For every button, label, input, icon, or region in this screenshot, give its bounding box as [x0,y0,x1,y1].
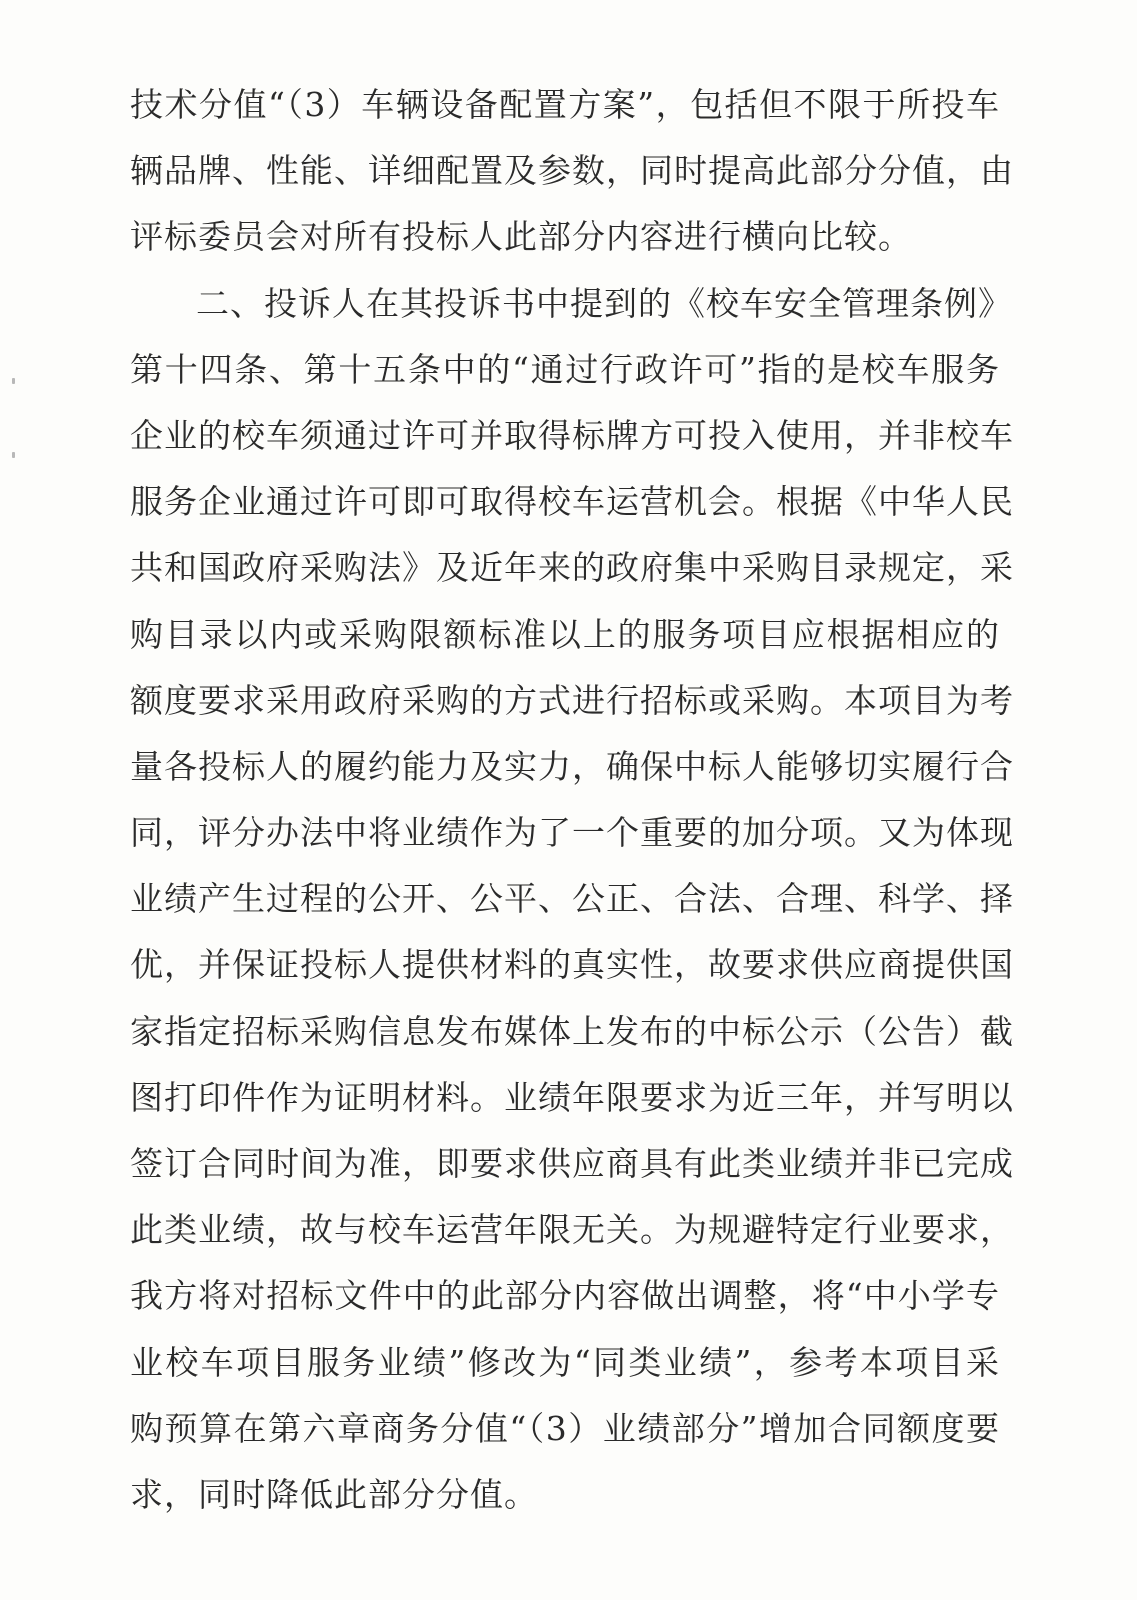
scan-speck [12,378,15,384]
text-line: 服务企业通过许可即可取得校车运营机会。根据《中华人民 [130,482,1014,522]
body-text [130,72,1014,1528]
text-line: 购预算在第六章商务分值“（3）业绩部分”增加合同额度要 [130,1408,1000,1448]
text-line: 共和国政府采购法》及近年来的政府集中采购目录规定，采 [130,548,1014,588]
text-line: 图打印件作为证明材料。业绩年限要求为近三年，并写明以 [130,1077,1014,1117]
text-line: 同，评分办法中将业绩作为了一个重要的加分项。又为体现 [130,813,1014,853]
text-line: 技术分值“（3）车辆设备配置方案”，包括但不限于所投车 [130,85,1000,124]
text-line: 我方将对招标文件中的此部分内容做出调整，将“中小学专 [130,1276,1000,1316]
text-line: 辆品牌、性能、详细配置及参数，同时提高此部分分值，由 [130,151,1014,191]
text-line: 购目录以内或采购限额标准以上的服务项目应根据相应的 [130,614,1000,654]
text-line: 业绩产生过程的公开、公平、公正、合法、合理、科学、择 [130,879,1014,919]
text-line: 企业的校车须通过许可并取得标牌方可投入使用，并非校车 [130,415,1014,455]
text-line: 家指定招标采购信息发布媒体上发布的中标公示（公告）截 [130,1011,1014,1051]
paragraph-first-line: 二、投诉人在其投诉书中提到的《校车安全管理条例》 [196,283,1012,323]
text-line: 量各投标人的履约能力及实力，确保中标人能够切实履行合 [130,746,1014,786]
text-line: 签订合同时间为准，即要求供应商具有此类业绩并非已完成 [130,1144,1014,1183]
text-line: 此类业绩，故与校车运营年限无关。为规避特定行业要求， [130,1210,1014,1250]
text-line: 第十四条、第十五条中的“通过行政许可”指的是校车服务 [130,349,1000,389]
text-line: 求，同时降低此部分分值。 [130,1474,538,1514]
scan-speck [12,452,15,458]
text-line: 额度要求采用政府采购的方式进行招标或采购。本项目为考 [130,680,1014,720]
text-line: 业校车项目服务业绩”修改为“同类业绩”，参考本项目采 [130,1342,1000,1382]
text-line: 评标委员会对所有投标人此部分内容进行横向比较。 [130,217,912,257]
text-line: 优，并保证投标人提供材料的真实性，故要求供应商提供国 [130,945,1014,985]
